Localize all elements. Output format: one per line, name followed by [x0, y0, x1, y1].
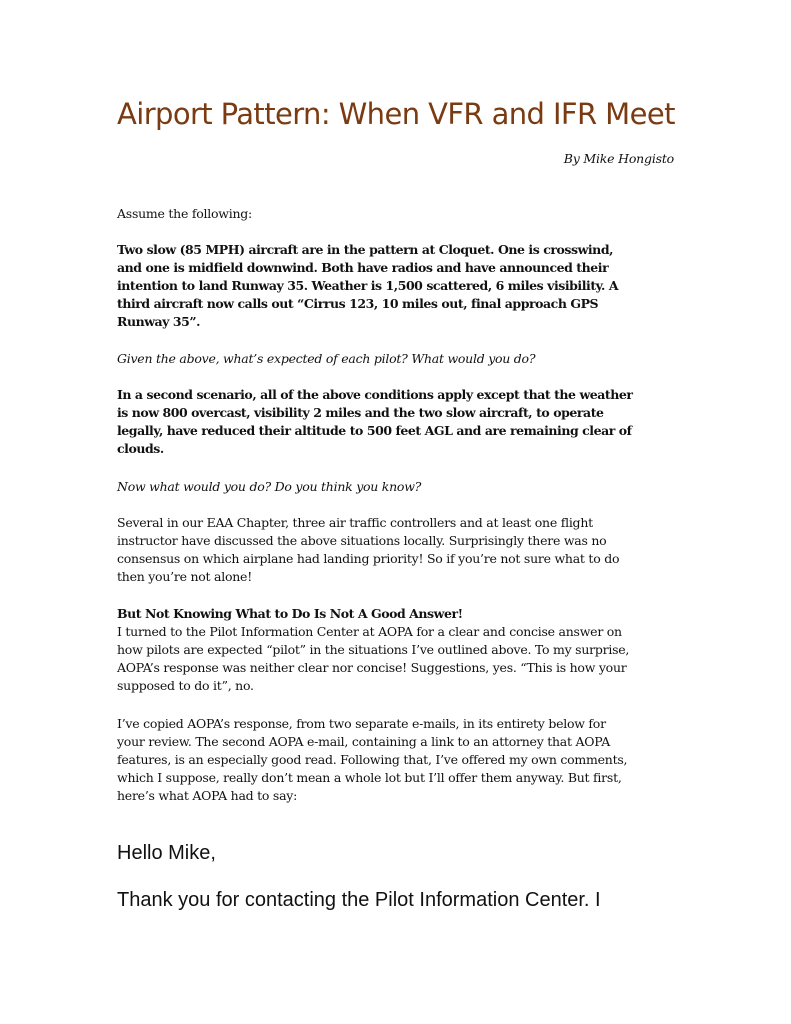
scenario-two-line: clouds. [117, 441, 164, 456]
copied-paragraph-line: features, is an especially good read. Following that, I’ve offered my own comments, [117, 752, 628, 767]
email-greeting: Hello Mike, [117, 842, 216, 864]
question-one: Given the above, what’s expected of each pilot? What would you do? [117, 351, 536, 366]
scenario-one [117, 241, 677, 331]
scenario-one-line: Runway 35”. [117, 314, 201, 329]
copied-paragraph-line: your review. The second AOPA e-mail, containing a link to an attorney that AOPA [117, 734, 611, 749]
aopa-paragraph [117, 605, 677, 695]
scenario-two [117, 386, 677, 458]
scenario-two-line: is now 800 overcast, visibility 2 miles and the two slow aircraft, to operate [117, 405, 604, 420]
chapter-paragraph-line: then you’re not alone! [117, 569, 252, 584]
question-two: Now what would you do? Do you think you know? [117, 479, 422, 494]
chapter-paragraph-line: instructor have discussed the above situations locally. Surprisingly there was no [117, 533, 607, 548]
byline: By Mike Hongisto [563, 151, 674, 166]
email-body-line: Thank you for contacting the Pilot Information Center. I [117, 889, 601, 911]
copied-paragraph-line: here’s what AOPA had to say: [117, 788, 298, 803]
page-title: Airport Pattern: When VFR and IFR Meet [117, 97, 675, 131]
aopa-paragraph-line: how pilots are expected “pilot” in the situations I’ve outlined above. To my surprise, [117, 642, 630, 657]
aopa-paragraph-line: supposed to do it”, no. [117, 678, 254, 693]
scenario-one-line: third aircraft now calls out “Cirrus 123, 10 miles out, final approach GPS [117, 296, 599, 311]
copied-paragraph [117, 715, 677, 805]
aopa-paragraph-line: AOPA’s response was neither clear nor concise! Suggestions, yes. “This is how your [117, 660, 627, 675]
chapter-paragraph-line: consensus on which airplane had landing priority! So if you’re not sure what to do [117, 551, 620, 566]
chapter-paragraph-line: Several in our EAA Chapter, three air traffic controllers and at least one flight [117, 515, 593, 530]
intro-text: Assume the following: [117, 206, 252, 221]
copied-paragraph-line: I’ve copied AOPA’s response, from two separate e-mails, in its entirety below for [117, 716, 606, 731]
scenario-one-line: Two slow (85 MPH) aircraft are in the pattern at Cloquet. One is crosswind, [117, 242, 614, 257]
scenario-two-line: legally, have reduced their altitude to 500 feet AGL and are remaining clear of [117, 423, 632, 438]
aopa-paragraph-line: I turned to the Pilot Information Center at AOPA for a clear and concise answer on [117, 624, 622, 639]
copied-paragraph-line: which I suppose, really don’t mean a whole lot but I’ll offer them anyway. But first, [117, 770, 622, 785]
scenario-one-line: and one is midfield downwind. Both have radios and have announced their [117, 260, 609, 275]
scenario-two-line: In a second scenario, all of the above conditions apply except that the weather [117, 387, 633, 402]
scenario-one-line: intention to land Runway 35. Weather is 1,500 scattered, 6 miles visibility. A [117, 278, 619, 293]
chapter-paragraph [117, 514, 677, 586]
section-subheading: But Not Knowing What to Do Is Not A Good Answer! [117, 606, 463, 621]
